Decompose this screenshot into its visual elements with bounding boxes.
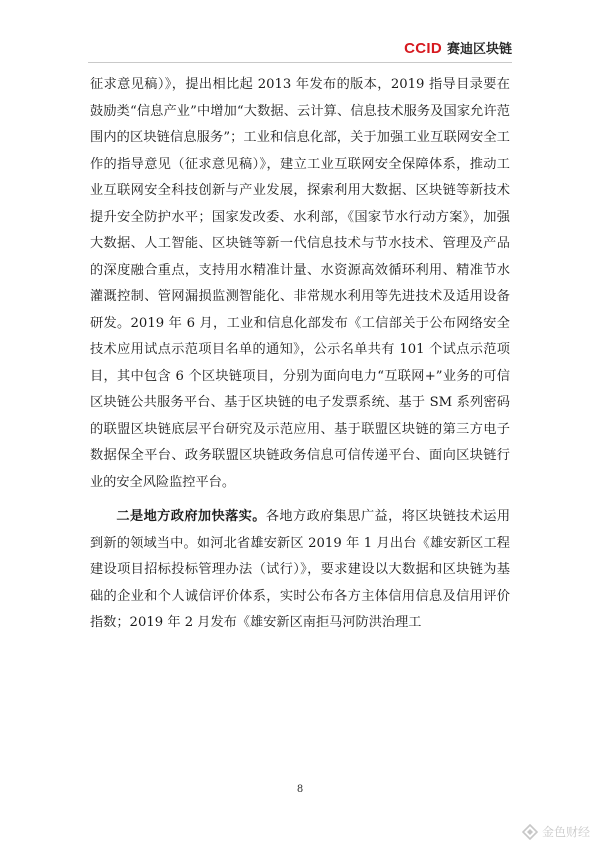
brand-logo-en: CCID [404, 40, 442, 57]
watermark [522, 823, 590, 840]
paragraph-policy-list: 征求意见稿）》，提出相比起 2013 年发布的版本，2019 指导目录要在鼓励类“信息产业”中增加“大数据、云计算、信息技术服务及国家允许范围内的区块链信息服务”；工业和信息化部，关于加强工业互联网安全工作的指导意见（征求意见稿）》，建立工业互联网安全保障体系，推动工业互联网安全科技创新与产业发展，探索利用大数据、区块链等新技术提升安全防护水平；国家发改委、水利部，《国家节水行动方案》，加强大数据、人工智能、区块链等新一代信息技术与节水技术、管理及产品的深度融合重点，支持用水精准计量、水资源高效循环利用、精准节水灌溉控制、管网漏损监测智能化、非常规水利用等先进技术及适用设备研发。2019 年 6 月，工业和信息化部发布《工信部关于公布网络安全技术应用试点示范项目名单的通知》，公示名单共有 101 个试点示范项目，其中包含 6 个区块链项目，分别为面向电力“互联网+”业务的可信区块链公共服务平台、基于区块链的电子发票系统、基于 SM 系列密码的联盟区块链底层平台研究及示范应用、基于联盟区块链的第三方电子数据保全平台、政务联盟区块链政务信息可信传递平台、面向区块链行业的安全风险监控平台。 [90, 77, 510, 490]
header-divider [88, 62, 512, 63]
paragraph-local-government-text: 各地方政府集思广益，将区块链技术运用到新的领域当中。如河北省雄安新区 2019 年 1 月出台《雄安新区工程建设项目招标投标管理办法（试行）》，要求建设以大数据和区块链为基础的企业和个人诚信评价体系，实时公布各方主体信用信息及信用评价指数；2019 年 2 月发布《雄安新区南拒马河防洪治理工 [90, 509, 511, 630]
page-number: 8 [296, 784, 304, 795]
paragraph-local-government [90, 504, 510, 637]
diamond-logo-icon [522, 824, 538, 840]
brand-logo-cn: 赛迪区块链 [446, 42, 512, 57]
paragraph-lead-heading: 二是地方政府加快落实。 [116, 509, 266, 524]
watermark-text: 金色财经 [541, 825, 590, 839]
page-header [404, 38, 512, 57]
document-body [90, 72, 510, 637]
